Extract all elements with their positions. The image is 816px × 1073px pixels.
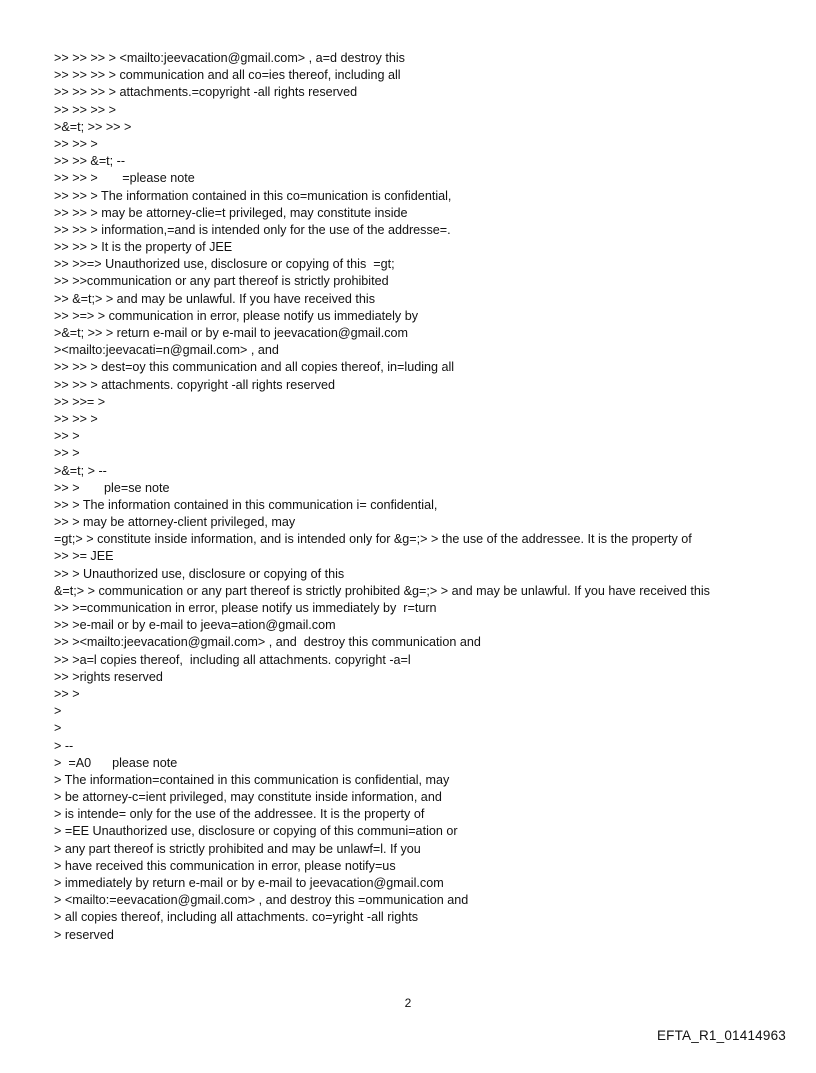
text-line: >> > may be attorney-client privileged, may <box>54 515 296 530</box>
text-line: > =A0 please note <box>54 755 178 770</box>
text-line: > <box>54 721 62 736</box>
text-line: >> >= JEE <box>54 549 114 564</box>
text-line: > reserved <box>54 927 114 942</box>
text-line: >> > ple=se note <box>54 480 170 495</box>
text-line: >> >> > attachments. copyright -all rights reserved <box>54 377 336 392</box>
text-line: >> >> > The information contained in this co=munication is confidential, <box>54 188 452 203</box>
text-line: >> >>= > <box>54 394 106 409</box>
text-line: >&=t; >> > return e-mail or by e-mail to jeevacation@gmail.com <box>54 326 409 340</box>
text-line: > The information=contained in this communication is confidential, may <box>54 772 450 787</box>
text-line: >> >>=> Unauthorized use, disclosure or copying of this =gt; <box>54 257 395 272</box>
text-line: > have received this communication in error, please notify=us <box>54 858 396 873</box>
text-line: > all copies thereof, including all attachments. co=yright -all rights <box>54 910 419 925</box>
text-line: > be attorney-c=ient privileged, may constitute inside information, and <box>54 790 442 805</box>
page-number: 2 <box>404 996 412 1010</box>
text-line: >> > <box>54 446 80 461</box>
text-line: >> >> > It is the property of JEE <box>54 240 233 255</box>
text-line: >> > Unauthorized use, disclosure or copying of this <box>54 566 345 581</box>
text-line: >> >> &=t; -- <box>54 154 126 169</box>
text-line: >> >> >> > <box>54 102 116 117</box>
text-line: >> >> > information,=and is intended only for the use of the addresse=. <box>54 222 451 237</box>
text-line: >> &=t;> > and may be unlawful. If you have received this <box>54 291 375 306</box>
text-line: >> >>communication or any part thereof is strictly prohibited <box>54 274 389 289</box>
text-line: >> >> > <box>54 411 98 426</box>
text-line: > <mailto:=eevacation@gmail.com> , and destroy this =ommunication and <box>54 893 469 908</box>
text-line: =gt;> > constitute inside information, and is intended only for &g=;> > the use of the addressee. It is the property of <box>54 532 692 547</box>
text-line: >> >rights reserved <box>54 669 163 684</box>
text-line: >&=t; >> >> > <box>54 119 132 134</box>
text-line: > is intende= only for the use of the addressee. It is the property of <box>54 807 425 822</box>
text-line: > any part thereof is strictly prohibited and may be unlawf=l. If you <box>54 841 421 856</box>
text-line: >> >> >> > <mailto:jeevacation@gmail.com> , a=d destroy this <box>54 51 405 65</box>
text-line: >> >> > dest=oy this communication and all copies thereof, in=luding all <box>54 360 455 375</box>
text-line: > =EE Unauthorized use, disclosure or copying of this communi=ation or <box>54 824 458 839</box>
text-line: >> >> > <box>54 136 98 151</box>
text-line: > immediately by return e-mail or by e-mail to jeevacation@gmail.com <box>54 876 444 890</box>
text-line: >&=t; > -- <box>54 463 107 478</box>
text-line: >> >=> > communication in error, please notify us immediately by <box>54 308 419 323</box>
text-line: >> >a=l copies thereof, including all attachments. copyright -a=l <box>54 652 411 667</box>
text-line: >> >> >> > communication and all co=ies thereof, including all <box>54 68 401 83</box>
text-line: ><mailto:jeevacati=n@gmail.com> , and <box>54 343 279 358</box>
text-line: >> > The information contained in this communication i= confidential, <box>54 497 438 512</box>
text-line: >> >e-mail or by e-mail to jeeva=ation@gmail.com <box>54 618 336 633</box>
email-body-text <box>54 50 784 944</box>
text-line: >> >> >> > attachments.=copyright -all rights reserved <box>54 85 358 100</box>
text-line: > <box>54 704 62 719</box>
text-line: >> ><mailto:jeevacation@gmail.com> , and destroy this communication and <box>54 635 481 650</box>
text-line: >> >> > may be attorney-clie=t privileged, may constitute inside <box>54 205 408 220</box>
text-line: >> >> > =please note <box>54 171 195 186</box>
text-line: >> > <box>54 429 80 444</box>
text-line: >> >=communication in error, please notify us immediately by r=turn <box>54 601 437 615</box>
document-id-footer: EFTA_R1_01414963 <box>656 1028 786 1043</box>
text-line: >> > <box>54 686 80 701</box>
text-line: &=t;> > communication or any part thereof is strictly prohibited &g=;> > and may be unlawful. If you have received this <box>54 583 710 598</box>
text-line: > -- <box>54 738 74 753</box>
